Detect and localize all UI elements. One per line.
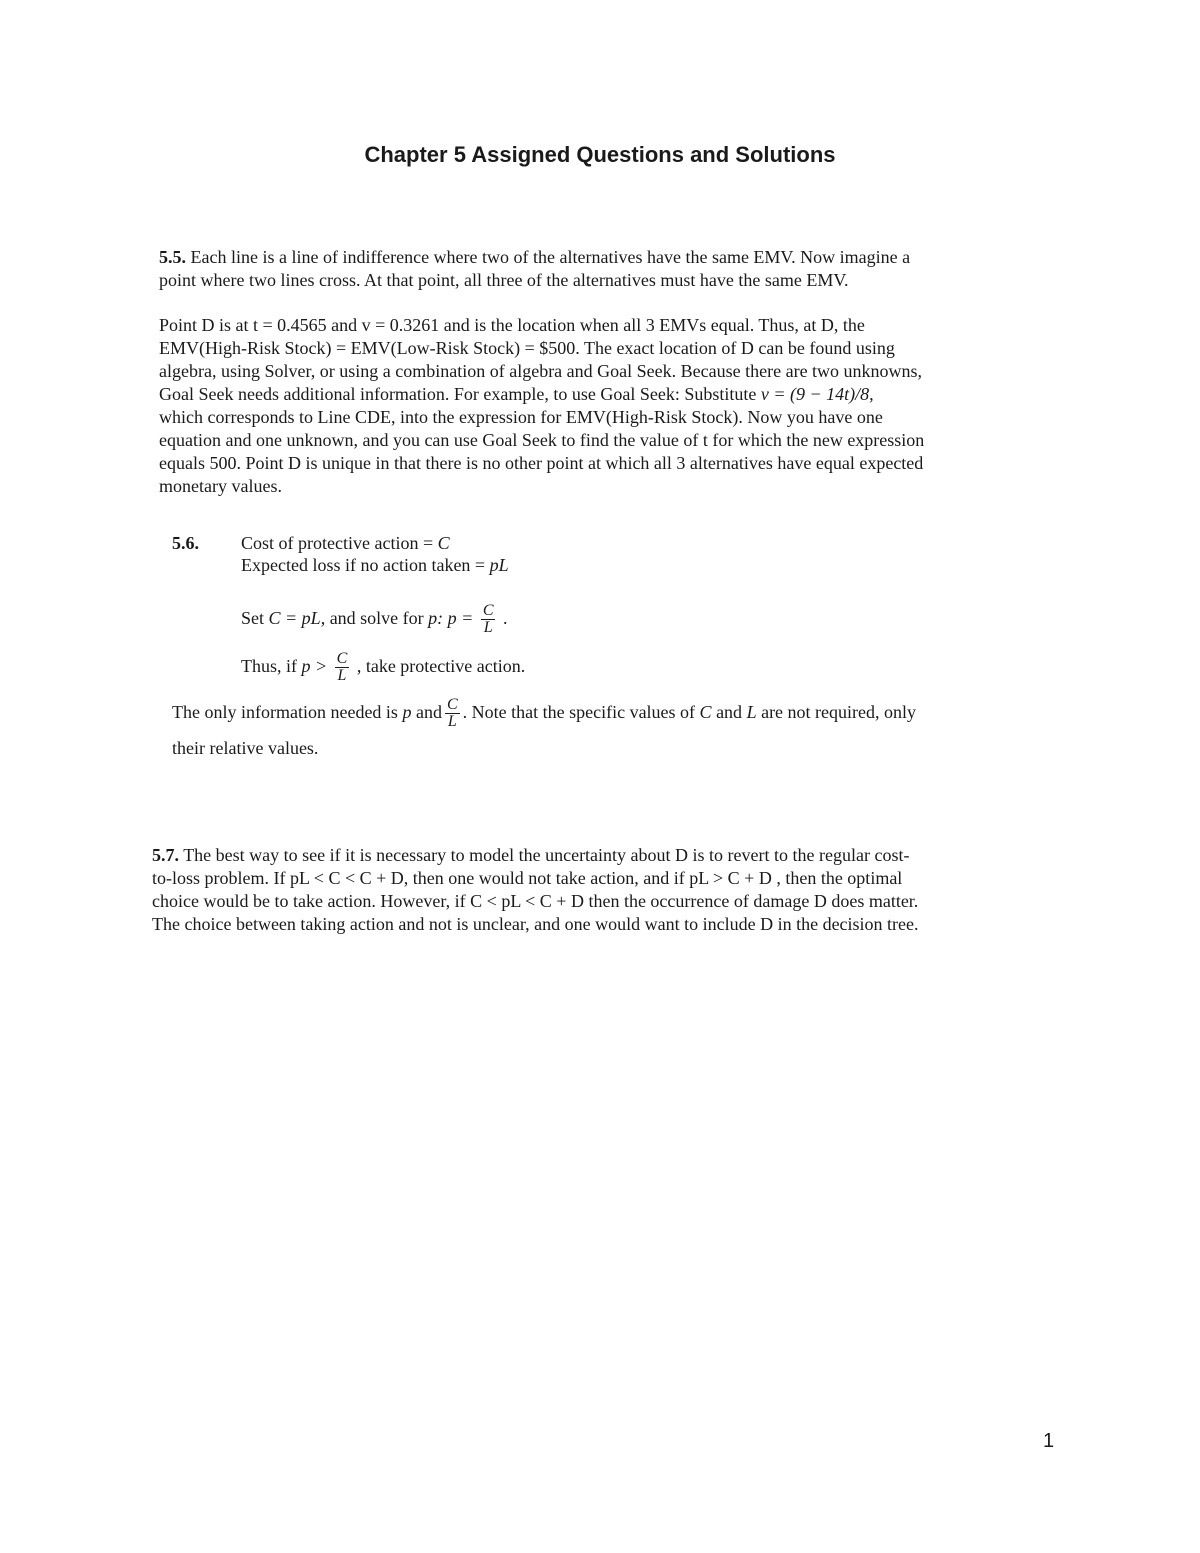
- q56-only-and: and: [415, 702, 442, 722]
- q57-text: The best way to see if it is necessary to model the uncertainty about D is to revert to the regular cost-: [183, 845, 910, 865]
- q56-cost-variable: C: [437, 533, 450, 553]
- q56-cost-line: [241, 532, 450, 555]
- q56-solve-equation: : p =: [437, 608, 474, 628]
- q55-paragraph2-line3: algebra, using Solver, or using a combination of algebra and Goal Seek. Because there are two unknowns,: [159, 361, 923, 381]
- q56-loss-text: Expected loss if no action taken =: [241, 555, 486, 575]
- q56-thus-line: [241, 646, 525, 686]
- page-number: 1: [1043, 1430, 1055, 1452]
- q56-fraction-c-over-l: [481, 603, 496, 636]
- q56-only-l: L: [746, 702, 757, 722]
- q56-loss-line: [241, 554, 509, 577]
- q55-paragraph2-line4: [159, 383, 874, 406]
- q57-line4: The choice between taking action and not is unclear, and one would want to include D in the decision tree.: [152, 914, 919, 934]
- q56-label: 5.6.: [172, 533, 199, 553]
- q56-fraction-c-over-l: [335, 651, 350, 684]
- q56-only-p: p: [402, 702, 412, 722]
- fraction-denominator: L: [335, 667, 350, 684]
- q57-line2: to-loss problem. If pL < C < C + D, then one would not take action, and if pL > C + D , then the optimal: [152, 868, 903, 888]
- q55-paragraph2-line7: equals 500. Point D is unique in that there is no other point at which all 3 alternatives have equal expected: [159, 453, 924, 473]
- q56-thus-text: Thus, if: [241, 656, 297, 676]
- q56-only-text: The only information needed is: [172, 702, 398, 722]
- fraction-numerator: C: [446, 696, 458, 714]
- fraction-denominator: L: [481, 619, 496, 636]
- q57-line3: choice would be to take action. However, if C < pL < C + D then the occurrence of damage D does matter.: [152, 891, 919, 911]
- q56-thus-end: , take protective action.: [356, 656, 526, 676]
- q56-only-line: [172, 692, 916, 732]
- q56-only-end: are not required, only: [761, 702, 917, 722]
- q56-cost-text: Cost of protective action =: [241, 533, 434, 553]
- q57-label: 5.7.: [152, 845, 179, 865]
- fraction-numerator: C: [336, 650, 348, 668]
- q56-solve-line: [241, 598, 507, 638]
- q56-loss-variable: pL: [489, 555, 509, 575]
- fraction-denominator: L: [445, 713, 460, 730]
- q57-line1: [152, 844, 909, 867]
- q55-goal-seek-text: Goal Seek needs additional information. For example, to use Goal Seek: Substitute: [159, 384, 757, 404]
- q56-set-text: Set: [241, 608, 265, 628]
- fraction-numerator: C: [482, 602, 494, 620]
- q56-relative-line: their relative values.: [172, 738, 319, 758]
- q56-thus-equation: p >: [301, 656, 328, 676]
- q55-paragraph2-line5: which corresponds to Line CDE, into the expression for EMV(High-Risk Stock). Now you have one: [159, 407, 883, 427]
- q55-paragraph2-line6: equation and one unknown, and you can use Goal Seek to find the value of t for which the new expression: [159, 430, 925, 450]
- q56-solve-variable: p: [428, 608, 438, 628]
- q56-solve-text: , and solve for: [320, 608, 424, 628]
- q56-period: .: [502, 608, 508, 628]
- q56-only-rest: . Note that the specific values of: [462, 702, 696, 722]
- q56-only-and2: and: [716, 702, 743, 722]
- q55-paragraph2-line1: Point D is at t = 0.4565 and v = 0.3261 and is the location when all 3 EMVs equal. Thus, at D, the: [159, 315, 865, 335]
- q55-substitution-equation: v = (9 − 14t)/8,: [760, 384, 874, 404]
- q55-paragraph1-line1: [159, 246, 910, 269]
- q55-paragraph1-line2: point where two lines cross. At that point, all three of the alternatives must have the same EMV.: [159, 270, 849, 290]
- q56-set-equation: C = pL: [268, 608, 321, 628]
- q56-only-c: C: [699, 702, 712, 722]
- q55-paragraph2-line8: monetary values.: [159, 476, 282, 496]
- page-title: Chapter 5 Assigned Questions and Solutions: [364, 142, 836, 167]
- q55-label: 5.5.: [159, 247, 186, 267]
- q56-fraction-c-over-l: [445, 697, 460, 730]
- q55-text: Each line is a line of indifference where two of the alternatives have the same EMV. Now imagine a: [190, 247, 911, 267]
- q55-paragraph2-line2: EMV(High-Risk Stock) = EMV(Low-Risk Stock) = $500. The exact location of D can be found using: [159, 338, 895, 358]
